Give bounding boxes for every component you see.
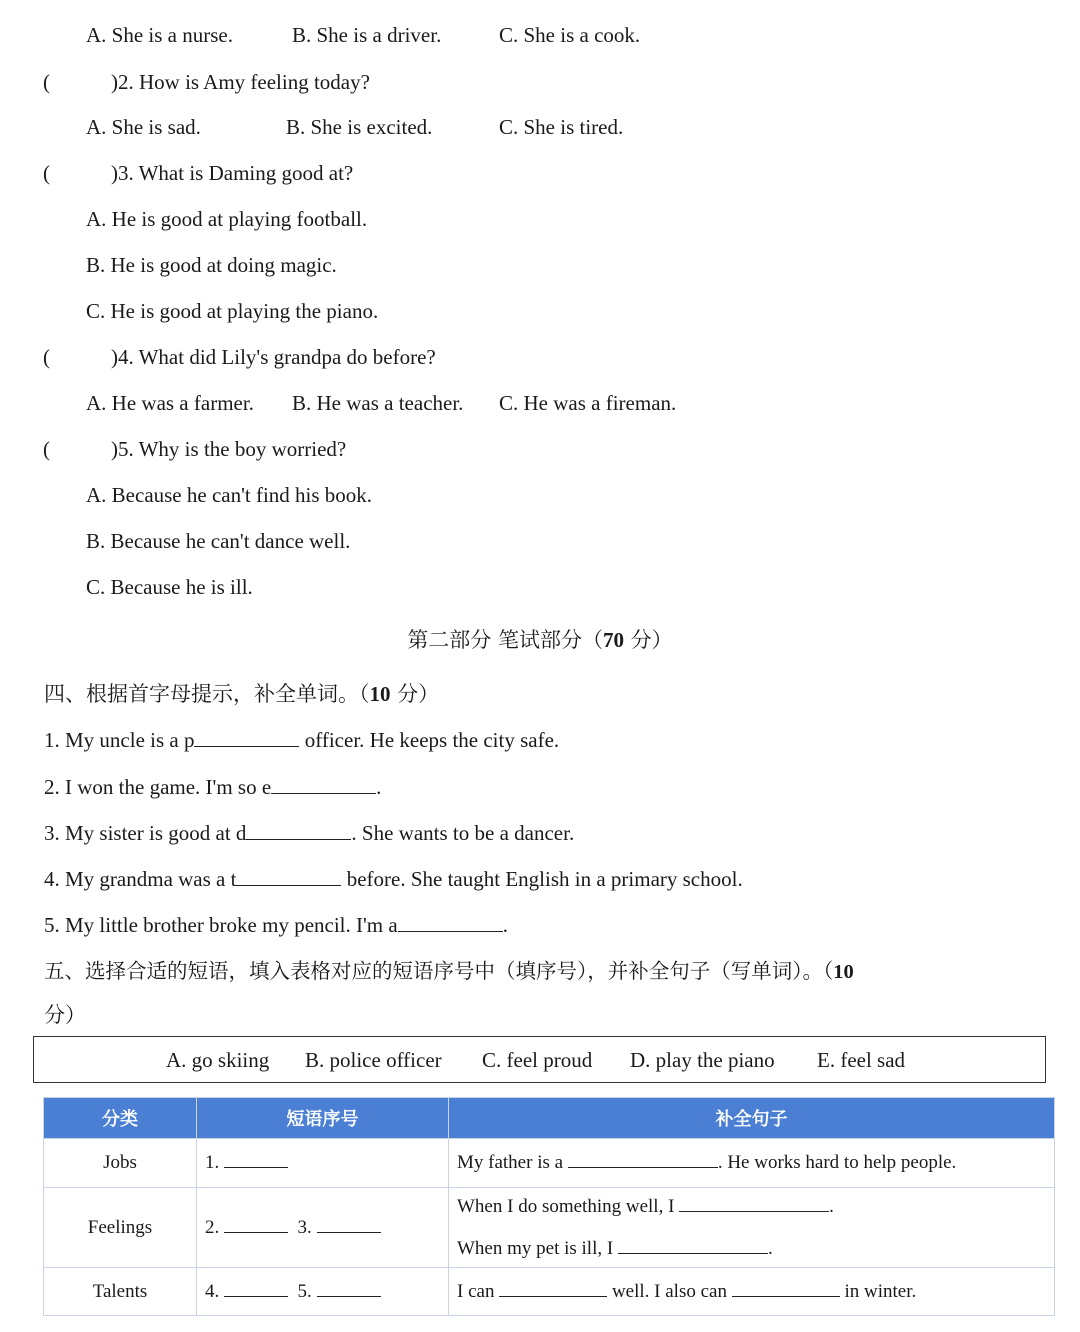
- q3-paren: (: [43, 161, 50, 185]
- answer-blank[interactable]: [224, 1153, 288, 1168]
- q4-text: )4. What did Lily's grandpa do before?: [111, 345, 436, 369]
- header-category: 分类: [44, 1098, 197, 1139]
- number-cell: 4. 5.: [197, 1268, 449, 1316]
- header-number: 短语序号: [197, 1098, 449, 1139]
- table-row: [44, 1268, 1055, 1316]
- table-row: [44, 1139, 1055, 1188]
- answer-blank[interactable]: [194, 728, 299, 747]
- phrase-c: C. feel proud: [482, 1048, 593, 1072]
- q5-text: )5. Why is the boy worried?: [111, 437, 347, 461]
- q2-text: )2. How is Amy feeling today?: [111, 70, 370, 94]
- q4-option-b: B. He was a teacher.: [292, 391, 464, 415]
- answer-blank[interactable]: [568, 1153, 718, 1168]
- number-cell: 2. 3.: [197, 1188, 449, 1268]
- s4-item-5: 5. My little brother broke my pencil. I'm a .: [44, 913, 508, 937]
- q3-option-c: C. He is good at playing the piano.: [86, 299, 379, 323]
- answer-blank[interactable]: [679, 1197, 829, 1212]
- category-talents: Talents: [44, 1268, 197, 1316]
- phrase-b: B. police officer: [305, 1048, 442, 1072]
- q4-paren: (: [43, 345, 50, 369]
- answer-blank[interactable]: [618, 1239, 768, 1254]
- q2-option-a: A. She is sad.: [86, 115, 201, 139]
- q1-option-b: B. She is a driver.: [292, 23, 442, 47]
- phrase-box: [33, 1036, 1046, 1083]
- table-header: [44, 1098, 1055, 1139]
- q3-option-a: A. He is good at playing football.: [86, 207, 368, 231]
- phrase-d: D. play the piano: [630, 1048, 775, 1072]
- part2-title: 第二部分 笔试部分（70 分）: [407, 628, 673, 652]
- s4-item-4: 4. My grandma was a t before. She taught English in a primary school.: [44, 867, 743, 891]
- q4-option-c: C. He was a fireman.: [499, 391, 677, 415]
- answer-blank[interactable]: [398, 913, 503, 932]
- answer-blank[interactable]: [224, 1218, 288, 1233]
- q3-text: )3. What is Daming good at?: [111, 161, 354, 185]
- category-feelings: Feelings: [44, 1188, 197, 1268]
- s4-item-2: 2. I won the game. I'm so e .: [44, 775, 382, 799]
- answer-table: [43, 1097, 1055, 1316]
- section5-title: 五、选择合适的短语，填入表格对应的短语序号中（填序号），并补全句子（写单词）。（10: [44, 959, 854, 983]
- s4-item-1: 1. My uncle is a p officer. He keeps the city safe.: [44, 728, 560, 752]
- sentence-cell: When I do something well, I . When my pet is ill, I .: [449, 1188, 1055, 1268]
- q5-option-c: C. Because he is ill.: [86, 575, 253, 599]
- answer-blank[interactable]: [732, 1282, 840, 1297]
- answer-blank[interactable]: [224, 1282, 288, 1297]
- q2-option-b: B. She is excited.: [286, 115, 433, 139]
- table-row: [44, 1188, 1055, 1268]
- q2-paren: (: [43, 70, 50, 94]
- q5-paren: (: [43, 437, 50, 461]
- section4-title: 四、根据首字母提示，补全单词。（10 分）: [44, 682, 440, 706]
- answer-blank[interactable]: [236, 867, 341, 886]
- phrase-e: E. feel sad: [817, 1048, 906, 1072]
- sentence-cell: I can well. I also can in winter.: [449, 1268, 1055, 1316]
- s4-item-3: 3. My sister is good at d . She wants to be a dancer.: [44, 821, 575, 845]
- header-sentence: 补全句子: [449, 1098, 1055, 1139]
- q1-option-a: A. She is a nurse.: [86, 23, 233, 47]
- answer-blank[interactable]: [271, 775, 376, 794]
- answer-blank[interactable]: [499, 1282, 607, 1297]
- answer-blank[interactable]: [317, 1282, 381, 1297]
- answer-blank[interactable]: [317, 1218, 381, 1233]
- q5-option-a: A. Because he can't find his book.: [86, 483, 373, 507]
- q1-option-c: C. She is a cook.: [499, 23, 641, 47]
- phrase-a: A. go skiing: [166, 1048, 270, 1072]
- category-jobs: Jobs: [44, 1139, 197, 1188]
- answer-blank[interactable]: [246, 821, 351, 840]
- number-cell: 1.: [197, 1139, 449, 1188]
- q4-option-a: A. He was a farmer.: [86, 391, 254, 415]
- sentence-cell: My father is a . He works hard to help people.: [449, 1139, 1055, 1188]
- q3-option-b: B. He is good at doing magic.: [86, 253, 337, 277]
- q5-option-b: B. Because he can't dance well.: [86, 529, 351, 553]
- q2-option-c: C. She is tired.: [499, 115, 624, 139]
- section5-title-cont: 分）: [44, 1003, 86, 1027]
